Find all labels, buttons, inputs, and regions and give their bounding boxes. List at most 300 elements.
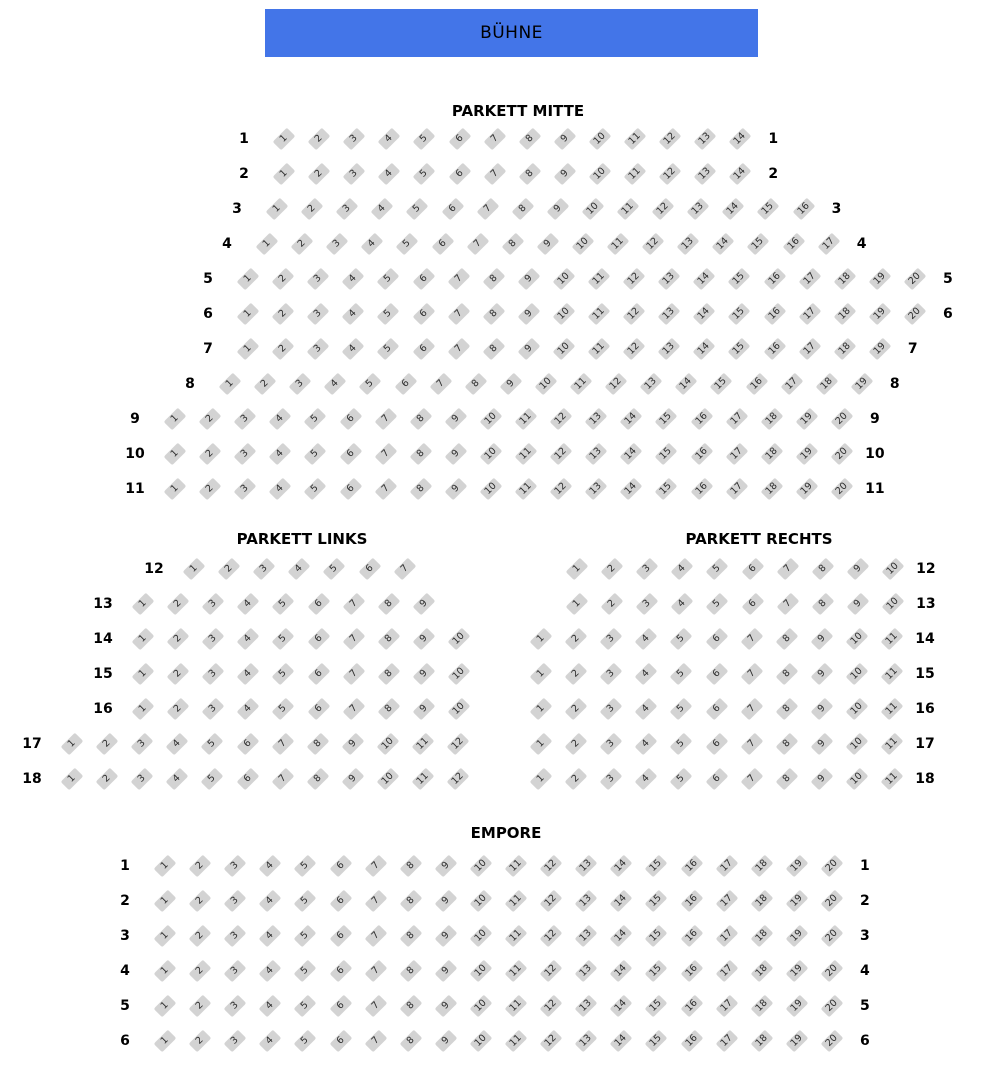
seat[interactable]: 4 bbox=[671, 558, 694, 581]
seat[interactable]: 11 bbox=[881, 698, 904, 721]
seat[interactable]: 9 bbox=[434, 855, 457, 878]
seat[interactable]: 1 bbox=[530, 663, 553, 686]
seat[interactable]: 7 bbox=[447, 303, 470, 326]
seat[interactable]: 10 bbox=[377, 768, 400, 791]
seat[interactable]: 11 bbox=[588, 268, 611, 291]
seat[interactable]: 17 bbox=[725, 478, 748, 501]
seat[interactable]: 15 bbox=[655, 408, 678, 431]
seat[interactable]: 9 bbox=[412, 698, 435, 721]
seat[interactable]: 14 bbox=[722, 198, 745, 221]
seat[interactable]: 7 bbox=[740, 733, 763, 756]
seat[interactable]: 10 bbox=[553, 268, 576, 291]
seat[interactable]: 15 bbox=[655, 478, 678, 501]
seat[interactable]: 11 bbox=[505, 890, 528, 913]
seat[interactable]: 6 bbox=[329, 1030, 352, 1053]
seat[interactable]: 8 bbox=[482, 303, 505, 326]
seat[interactable]: 20 bbox=[821, 995, 844, 1018]
seat[interactable]: 10 bbox=[470, 925, 493, 948]
seat[interactable]: 6 bbox=[236, 733, 259, 756]
seat[interactable]: 10 bbox=[846, 768, 869, 791]
seat[interactable]: 9 bbox=[517, 303, 540, 326]
seat[interactable]: 4 bbox=[237, 593, 260, 616]
seat[interactable]: 1 bbox=[237, 303, 260, 326]
seat[interactable]: 10 bbox=[589, 128, 612, 151]
seat[interactable]: 1 bbox=[132, 698, 155, 721]
seat[interactable]: 11 bbox=[617, 198, 640, 221]
seat[interactable]: 6 bbox=[412, 268, 435, 291]
seat[interactable]: 7 bbox=[429, 373, 452, 396]
seat[interactable]: 1 bbox=[154, 1030, 177, 1053]
seat[interactable]: 19 bbox=[785, 995, 808, 1018]
seat[interactable]: 5 bbox=[304, 478, 327, 501]
seat[interactable]: 9 bbox=[434, 995, 457, 1018]
seat[interactable]: 9 bbox=[846, 558, 869, 581]
seat[interactable]: 6 bbox=[741, 558, 764, 581]
seat[interactable]: 4 bbox=[371, 198, 394, 221]
seat[interactable]: 9 bbox=[444, 478, 467, 501]
seat[interactable]: 8 bbox=[377, 628, 400, 651]
seat[interactable]: 4 bbox=[342, 338, 365, 361]
seat[interactable]: 2 bbox=[96, 733, 119, 756]
seat[interactable]: 8 bbox=[377, 663, 400, 686]
seat[interactable]: 7 bbox=[483, 128, 506, 151]
seat[interactable]: 1 bbox=[273, 128, 296, 151]
seat[interactable]: 2 bbox=[167, 663, 190, 686]
seat[interactable]: 2 bbox=[301, 198, 324, 221]
seat[interactable]: 4 bbox=[259, 855, 282, 878]
seat[interactable]: 4 bbox=[635, 628, 658, 651]
seat[interactable]: 12 bbox=[623, 268, 646, 291]
seat[interactable]: 7 bbox=[374, 443, 397, 466]
seat[interactable]: 8 bbox=[409, 478, 432, 501]
seat[interactable]: 10 bbox=[448, 663, 471, 686]
seat[interactable]: 8 bbox=[775, 733, 798, 756]
seat[interactable]: 2 bbox=[189, 855, 212, 878]
seat[interactable]: 14 bbox=[693, 338, 716, 361]
seat[interactable]: 12 bbox=[540, 925, 563, 948]
seat[interactable]: 14 bbox=[610, 960, 633, 983]
seat[interactable]: 17 bbox=[817, 233, 840, 256]
seat[interactable]: 3 bbox=[600, 663, 623, 686]
seat[interactable]: 7 bbox=[740, 768, 763, 791]
seat[interactable]: 11 bbox=[881, 768, 904, 791]
seat[interactable]: 8 bbox=[399, 960, 422, 983]
seat[interactable]: 9 bbox=[434, 925, 457, 948]
seat[interactable]: 13 bbox=[585, 408, 608, 431]
seat[interactable]: 7 bbox=[342, 663, 365, 686]
seat[interactable]: 8 bbox=[306, 768, 329, 791]
seat[interactable]: 5 bbox=[670, 628, 693, 651]
seat[interactable]: 12 bbox=[659, 163, 682, 186]
seat[interactable]: 10 bbox=[882, 558, 905, 581]
seat[interactable]: 14 bbox=[693, 303, 716, 326]
seat[interactable]: 16 bbox=[680, 925, 703, 948]
seat[interactable]: 8 bbox=[399, 995, 422, 1018]
seat[interactable]: 18 bbox=[815, 373, 838, 396]
seat[interactable]: 2 bbox=[199, 408, 222, 431]
seat[interactable]: 15 bbox=[645, 890, 668, 913]
seat[interactable]: 16 bbox=[792, 198, 815, 221]
seat[interactable]: 5 bbox=[304, 443, 327, 466]
seat[interactable]: 10 bbox=[480, 443, 503, 466]
seat[interactable]: 6 bbox=[307, 698, 330, 721]
seat[interactable]: 6 bbox=[705, 628, 728, 651]
seat[interactable]: 7 bbox=[342, 593, 365, 616]
seat[interactable]: 3 bbox=[600, 768, 623, 791]
seat[interactable]: 3 bbox=[224, 995, 247, 1018]
seat[interactable]: 18 bbox=[760, 443, 783, 466]
seat[interactable]: 13 bbox=[687, 198, 710, 221]
seat[interactable]: 1 bbox=[132, 593, 155, 616]
seat[interactable]: 11 bbox=[624, 163, 647, 186]
seat[interactable]: 9 bbox=[412, 593, 435, 616]
seat[interactable]: 2 bbox=[199, 443, 222, 466]
seat[interactable]: 3 bbox=[600, 698, 623, 721]
seat[interactable]: 12 bbox=[550, 478, 573, 501]
seat[interactable]: 18 bbox=[760, 408, 783, 431]
seat[interactable]: 4 bbox=[342, 303, 365, 326]
seat[interactable]: 4 bbox=[635, 768, 658, 791]
seat[interactable]: 6 bbox=[236, 768, 259, 791]
seat[interactable]: 11 bbox=[570, 373, 593, 396]
seat[interactable]: 3 bbox=[343, 163, 366, 186]
seat[interactable]: 10 bbox=[846, 733, 869, 756]
seat[interactable]: 12 bbox=[623, 303, 646, 326]
seat[interactable]: 9 bbox=[810, 663, 833, 686]
seat[interactable]: 8 bbox=[377, 698, 400, 721]
seat[interactable]: 2 bbox=[96, 768, 119, 791]
seat[interactable]: 3 bbox=[343, 128, 366, 151]
seat[interactable]: 1 bbox=[266, 198, 289, 221]
seat[interactable]: 19 bbox=[868, 338, 891, 361]
seat[interactable]: 20 bbox=[821, 1030, 844, 1053]
seat[interactable]: 13 bbox=[585, 443, 608, 466]
seat[interactable]: 5 bbox=[294, 1030, 317, 1053]
seat[interactable]: 18 bbox=[760, 478, 783, 501]
seat[interactable]: 4 bbox=[166, 733, 189, 756]
seat[interactable]: 19 bbox=[868, 268, 891, 291]
seat[interactable]: 3 bbox=[202, 628, 225, 651]
seat[interactable]: 14 bbox=[675, 373, 698, 396]
seat[interactable]: 6 bbox=[329, 890, 352, 913]
seat[interactable]: 2 bbox=[291, 233, 314, 256]
seat[interactable]: 13 bbox=[575, 995, 598, 1018]
seat[interactable]: 13 bbox=[658, 338, 681, 361]
seat[interactable]: 14 bbox=[620, 478, 643, 501]
seat[interactable]: 2 bbox=[189, 995, 212, 1018]
seat[interactable]: 6 bbox=[705, 733, 728, 756]
seat[interactable]: 17 bbox=[798, 268, 821, 291]
seat[interactable]: 16 bbox=[763, 268, 786, 291]
seat[interactable]: 5 bbox=[272, 698, 295, 721]
seat[interactable]: 11 bbox=[588, 338, 611, 361]
seat[interactable]: 4 bbox=[166, 768, 189, 791]
seat[interactable]: 6 bbox=[705, 698, 728, 721]
seat[interactable]: 4 bbox=[259, 925, 282, 948]
seat[interactable]: 18 bbox=[750, 1030, 773, 1053]
seat[interactable]: 13 bbox=[575, 960, 598, 983]
seat[interactable]: 18 bbox=[750, 925, 773, 948]
seat[interactable]: 6 bbox=[329, 995, 352, 1018]
seat[interactable]: 9 bbox=[412, 663, 435, 686]
seat[interactable]: 6 bbox=[307, 663, 330, 686]
seat[interactable]: 17 bbox=[715, 995, 738, 1018]
seat[interactable]: 11 bbox=[881, 733, 904, 756]
seat[interactable]: 9 bbox=[444, 443, 467, 466]
seat[interactable]: 14 bbox=[610, 925, 633, 948]
seat[interactable]: 7 bbox=[776, 593, 799, 616]
seat[interactable]: 10 bbox=[882, 593, 905, 616]
seat[interactable]: 5 bbox=[413, 163, 436, 186]
seat[interactable]: 8 bbox=[518, 128, 541, 151]
seat[interactable]: 19 bbox=[785, 960, 808, 983]
seat[interactable]: 19 bbox=[785, 855, 808, 878]
seat[interactable]: 5 bbox=[706, 593, 729, 616]
seat[interactable]: 8 bbox=[399, 855, 422, 878]
seat[interactable]: 3 bbox=[224, 960, 247, 983]
seat[interactable]: 1 bbox=[164, 408, 187, 431]
seat[interactable]: 10 bbox=[448, 698, 471, 721]
seat[interactable]: 3 bbox=[202, 593, 225, 616]
seat[interactable]: 10 bbox=[846, 698, 869, 721]
seat[interactable]: 1 bbox=[530, 733, 553, 756]
seat[interactable]: 3 bbox=[234, 408, 257, 431]
seat[interactable]: 11 bbox=[505, 960, 528, 983]
seat[interactable]: 10 bbox=[480, 478, 503, 501]
seat[interactable]: 3 bbox=[307, 303, 330, 326]
seat[interactable]: 9 bbox=[546, 198, 569, 221]
seat[interactable]: 13 bbox=[658, 303, 681, 326]
seat[interactable]: 9 bbox=[412, 628, 435, 651]
seat[interactable]: 19 bbox=[795, 408, 818, 431]
seat[interactable]: 7 bbox=[364, 925, 387, 948]
seat[interactable]: 9 bbox=[444, 408, 467, 431]
seat[interactable]: 11 bbox=[881, 628, 904, 651]
seat[interactable]: 4 bbox=[259, 1030, 282, 1053]
seat[interactable]: 1 bbox=[154, 925, 177, 948]
seat[interactable]: 3 bbox=[224, 855, 247, 878]
seat[interactable]: 6 bbox=[307, 593, 330, 616]
seat[interactable]: 16 bbox=[763, 338, 786, 361]
seat[interactable]: 16 bbox=[680, 855, 703, 878]
seat[interactable]: 11 bbox=[505, 855, 528, 878]
seat[interactable]: 13 bbox=[575, 890, 598, 913]
seat[interactable]: 15 bbox=[757, 198, 780, 221]
seat[interactable]: 11 bbox=[412, 733, 435, 756]
seat[interactable]: 19 bbox=[785, 890, 808, 913]
seat[interactable]: 7 bbox=[364, 1030, 387, 1053]
seat[interactable]: 6 bbox=[431, 233, 454, 256]
seat[interactable]: 7 bbox=[374, 478, 397, 501]
seat[interactable]: 5 bbox=[670, 768, 693, 791]
seat[interactable]: 9 bbox=[553, 128, 576, 151]
seat[interactable]: 20 bbox=[821, 855, 844, 878]
seat[interactable]: 7 bbox=[342, 698, 365, 721]
seat[interactable]: 1 bbox=[154, 890, 177, 913]
seat[interactable]: 18 bbox=[750, 960, 773, 983]
seat[interactable]: 1 bbox=[530, 698, 553, 721]
seat[interactable]: 7 bbox=[364, 855, 387, 878]
seat[interactable]: 15 bbox=[747, 233, 770, 256]
seat[interactable]: 18 bbox=[750, 855, 773, 878]
seat[interactable]: 8 bbox=[306, 733, 329, 756]
seat[interactable]: 11 bbox=[881, 663, 904, 686]
seat[interactable]: 4 bbox=[269, 408, 292, 431]
seat[interactable]: 16 bbox=[680, 960, 703, 983]
seat[interactable]: 20 bbox=[904, 303, 927, 326]
seat[interactable]: 4 bbox=[378, 163, 401, 186]
seat[interactable]: 16 bbox=[782, 233, 805, 256]
seat[interactable]: 8 bbox=[399, 890, 422, 913]
seat[interactable]: 18 bbox=[750, 995, 773, 1018]
seat[interactable]: 5 bbox=[377, 338, 400, 361]
seat[interactable]: 9 bbox=[517, 268, 540, 291]
seat[interactable]: 8 bbox=[399, 1030, 422, 1053]
seat[interactable]: 18 bbox=[750, 890, 773, 913]
seat[interactable]: 2 bbox=[272, 303, 295, 326]
seat[interactable]: 12 bbox=[540, 890, 563, 913]
seat[interactable]: 19 bbox=[795, 478, 818, 501]
seat[interactable]: 3 bbox=[636, 558, 659, 581]
seat[interactable]: 1 bbox=[61, 768, 84, 791]
seat[interactable]: 12 bbox=[447, 768, 470, 791]
seat[interactable]: 5 bbox=[670, 663, 693, 686]
seat[interactable]: 3 bbox=[289, 373, 312, 396]
seat[interactable]: 9 bbox=[810, 628, 833, 651]
seat[interactable]: 6 bbox=[741, 593, 764, 616]
seat[interactable]: 5 bbox=[294, 925, 317, 948]
seat[interactable]: 13 bbox=[658, 268, 681, 291]
seat[interactable]: 13 bbox=[640, 373, 663, 396]
seat[interactable]: 5 bbox=[272, 663, 295, 686]
seat[interactable]: 3 bbox=[600, 733, 623, 756]
seat[interactable]: 14 bbox=[712, 233, 735, 256]
seat[interactable]: 19 bbox=[785, 1030, 808, 1053]
seat[interactable]: 4 bbox=[635, 698, 658, 721]
seat[interactable]: 1 bbox=[566, 558, 589, 581]
seat[interactable]: 8 bbox=[377, 593, 400, 616]
seat[interactable]: 9 bbox=[434, 960, 457, 983]
seat[interactable]: 17 bbox=[798, 303, 821, 326]
seat[interactable]: 13 bbox=[575, 1030, 598, 1053]
seat[interactable]: 16 bbox=[680, 1030, 703, 1053]
seat[interactable]: 2 bbox=[272, 338, 295, 361]
seat[interactable]: 3 bbox=[307, 268, 330, 291]
seat[interactable]: 12 bbox=[540, 855, 563, 878]
seat[interactable]: 4 bbox=[635, 663, 658, 686]
seat[interactable]: 2 bbox=[254, 373, 277, 396]
seat[interactable]: 8 bbox=[775, 768, 798, 791]
seat[interactable]: 14 bbox=[620, 443, 643, 466]
seat[interactable]: 4 bbox=[259, 890, 282, 913]
seat[interactable]: 10 bbox=[846, 628, 869, 651]
seat[interactable]: 4 bbox=[269, 443, 292, 466]
seat[interactable]: 2 bbox=[601, 558, 624, 581]
seat[interactable]: 6 bbox=[705, 768, 728, 791]
seat[interactable]: 11 bbox=[588, 303, 611, 326]
seat[interactable]: 3 bbox=[636, 593, 659, 616]
seat[interactable]: 9 bbox=[553, 163, 576, 186]
seat[interactable]: 20 bbox=[821, 925, 844, 948]
seat[interactable]: 12 bbox=[652, 198, 675, 221]
seat[interactable]: 6 bbox=[441, 198, 464, 221]
seat[interactable]: 1 bbox=[219, 373, 242, 396]
seat[interactable]: 10 bbox=[535, 373, 558, 396]
seat[interactable]: 18 bbox=[833, 338, 856, 361]
seat[interactable]: 8 bbox=[482, 268, 505, 291]
seat[interactable]: 13 bbox=[575, 925, 598, 948]
seat[interactable]: 13 bbox=[585, 478, 608, 501]
seat[interactable]: 2 bbox=[167, 698, 190, 721]
seat[interactable]: 8 bbox=[775, 663, 798, 686]
seat[interactable]: 2 bbox=[167, 593, 190, 616]
seat[interactable]: 15 bbox=[655, 443, 678, 466]
seat[interactable]: 2 bbox=[189, 890, 212, 913]
seat[interactable]: 2 bbox=[189, 960, 212, 983]
seat[interactable]: 12 bbox=[447, 733, 470, 756]
seat[interactable]: 12 bbox=[605, 373, 628, 396]
seat[interactable]: 10 bbox=[480, 408, 503, 431]
seat[interactable]: 11 bbox=[515, 408, 538, 431]
seat[interactable]: 17 bbox=[798, 338, 821, 361]
seat[interactable]: 4 bbox=[269, 478, 292, 501]
seat[interactable]: 9 bbox=[846, 593, 869, 616]
seat[interactable]: 5 bbox=[396, 233, 419, 256]
seat[interactable]: 20 bbox=[831, 408, 854, 431]
seat[interactable]: 1 bbox=[154, 960, 177, 983]
seat[interactable]: 14 bbox=[693, 268, 716, 291]
seat[interactable]: 17 bbox=[715, 855, 738, 878]
seat[interactable]: 13 bbox=[677, 233, 700, 256]
seat[interactable]: 19 bbox=[868, 303, 891, 326]
seat[interactable]: 3 bbox=[131, 768, 154, 791]
seat[interactable]: 15 bbox=[645, 995, 668, 1018]
seat[interactable]: 4 bbox=[237, 698, 260, 721]
seat[interactable]: 8 bbox=[518, 163, 541, 186]
seat[interactable]: 17 bbox=[715, 1030, 738, 1053]
seat[interactable]: 7 bbox=[364, 995, 387, 1018]
seat[interactable]: 10 bbox=[470, 855, 493, 878]
seat[interactable]: 3 bbox=[224, 1030, 247, 1053]
seat[interactable]: 10 bbox=[470, 995, 493, 1018]
seat[interactable]: 6 bbox=[329, 855, 352, 878]
seat[interactable]: 12 bbox=[550, 408, 573, 431]
seat[interactable]: 16 bbox=[690, 408, 713, 431]
seat[interactable]: 2 bbox=[601, 593, 624, 616]
seat[interactable]: 1 bbox=[566, 593, 589, 616]
seat[interactable]: 6 bbox=[412, 303, 435, 326]
seat[interactable]: 1 bbox=[164, 478, 187, 501]
seat[interactable]: 7 bbox=[364, 890, 387, 913]
seat[interactable]: 2 bbox=[565, 768, 588, 791]
seat[interactable]: 2 bbox=[565, 698, 588, 721]
seat[interactable]: 7 bbox=[393, 558, 416, 581]
seat[interactable]: 3 bbox=[234, 443, 257, 466]
seat[interactable]: 3 bbox=[202, 663, 225, 686]
seat[interactable]: 2 bbox=[565, 663, 588, 686]
seat[interactable]: 8 bbox=[501, 233, 524, 256]
seat[interactable]: 2 bbox=[308, 163, 331, 186]
seat[interactable]: 7 bbox=[483, 163, 506, 186]
seat[interactable]: 7 bbox=[740, 698, 763, 721]
seat[interactable]: 5 bbox=[406, 198, 429, 221]
seat[interactable]: 5 bbox=[323, 558, 346, 581]
seat[interactable]: 3 bbox=[131, 733, 154, 756]
seat[interactable]: 5 bbox=[272, 593, 295, 616]
seat[interactable]: 14 bbox=[729, 163, 752, 186]
seat[interactable]: 1 bbox=[164, 443, 187, 466]
seat[interactable]: 1 bbox=[530, 628, 553, 651]
